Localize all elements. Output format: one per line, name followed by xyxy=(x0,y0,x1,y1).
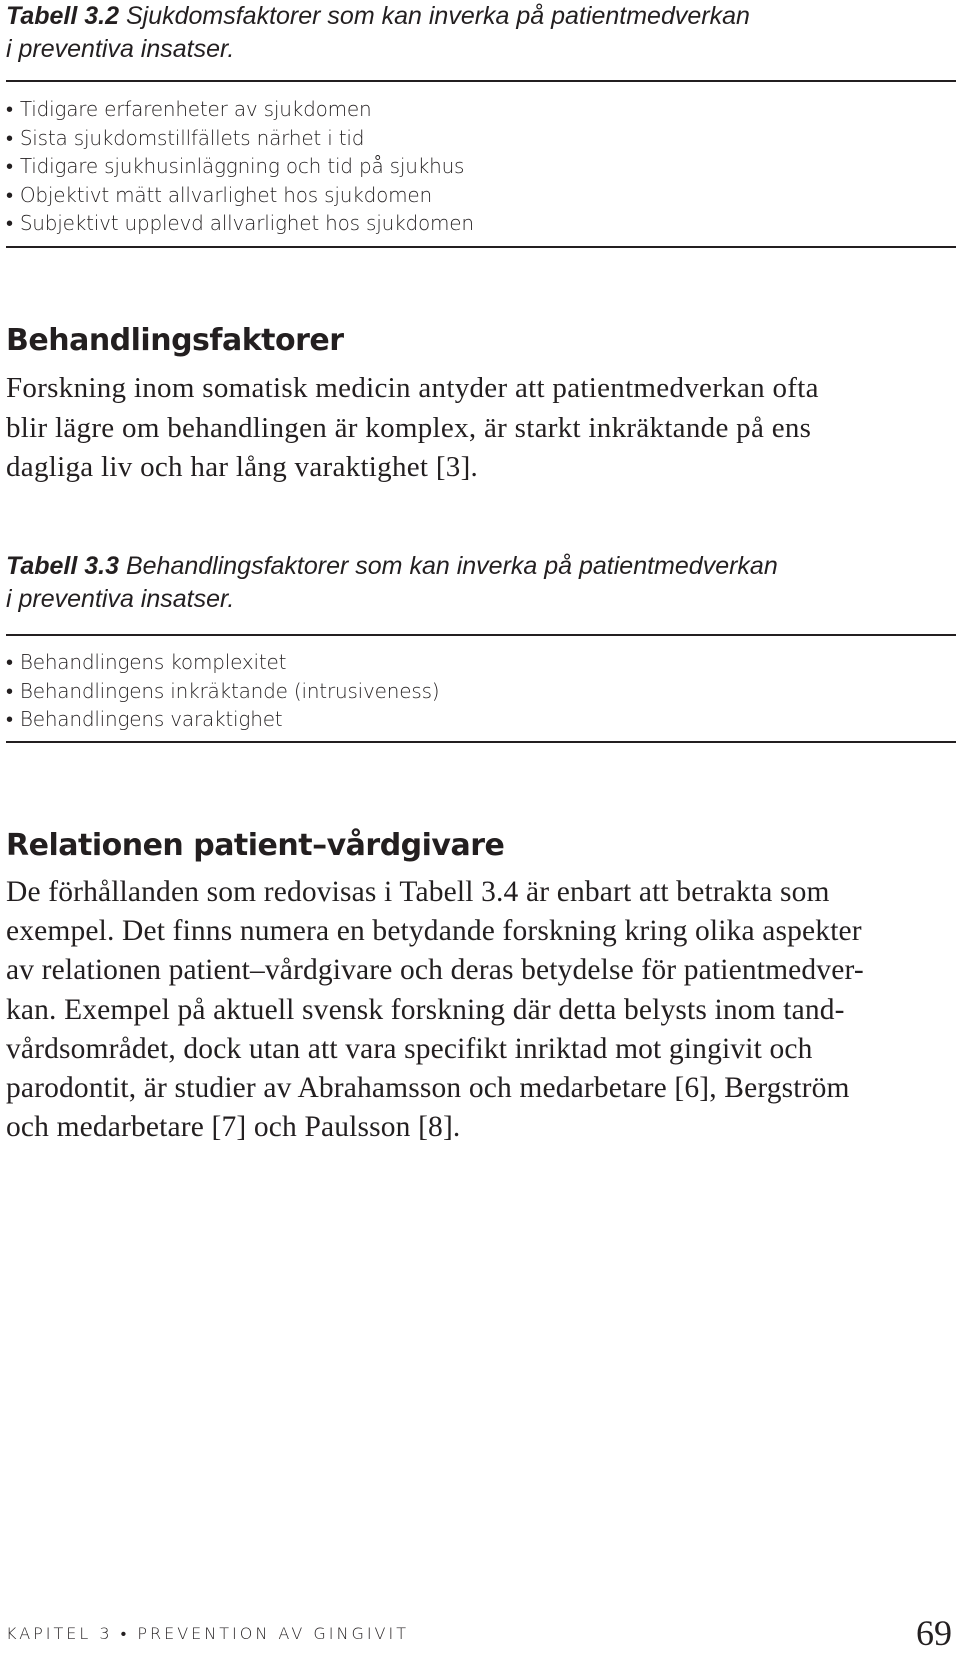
running-head: KAPITEL 3 • PREVENTION AV GINGIVIT xyxy=(6,1624,409,1643)
table-3-3 xyxy=(6,550,956,732)
list-item: • Tidigare erfarenheter av sjukdomen xyxy=(6,95,474,124)
paragraph-line: blir lägre om behandlingen är komplex, är starkt inkräktande på ens xyxy=(6,411,812,444)
table-bottom-rule xyxy=(6,741,956,743)
table-caption-text-line2: i preventiva insatser. xyxy=(6,585,235,613)
paragraph-line: exempel. Det finns numera en betydande forskning kring olika aspekter xyxy=(6,915,862,948)
paragraph-line: av relationen patient–vårdgivare och deras betydelse för patientmedver- xyxy=(6,954,864,987)
section-heading: Behandlingsfaktorer xyxy=(6,323,344,358)
section-heading: Relationen patient–vårdgivare xyxy=(6,828,505,863)
table-bottom-rule xyxy=(6,246,956,248)
table-caption-text-line2: i preventiva insatser. xyxy=(6,35,235,63)
table-caption-text: Sjukdomsfaktorer som kan inverka på patientmedverkan xyxy=(125,2,750,30)
paragraph-line: dagliga liv och har lång varaktighet [3]. xyxy=(6,451,479,483)
body-paragraph xyxy=(6,369,956,488)
table-3-2 xyxy=(6,0,956,236)
list-item: • Sista sjukdomstillfällets närhet i tid xyxy=(6,124,474,153)
table-top-rule xyxy=(6,80,956,82)
list-item: • Behandlingens komplexitet xyxy=(6,648,439,677)
table-top-rule xyxy=(6,634,956,636)
body-paragraph xyxy=(6,873,956,1147)
table-caption xyxy=(6,550,956,616)
paragraph-line: kan. Exempel på aktuell svensk forskning där detta belysts inom tand- xyxy=(6,993,845,1026)
table-list xyxy=(6,648,439,734)
list-item: • Tidigare sjukhusinläggning och tid på sjukhus xyxy=(6,152,474,181)
paragraph-line: vårdsområdet, dock utan att vara specifikt inriktad mot gingivit och xyxy=(6,1032,813,1065)
table-caption xyxy=(6,0,956,66)
list-item: • Objektivt mätt allvarlighet hos sjukdomen xyxy=(6,181,474,210)
list-item: • Behandlingens varaktighet xyxy=(6,705,439,734)
list-item: • Behandlingens inkräktande (intrusiveness) xyxy=(6,677,439,706)
paragraph-line: Forskning inom somatisk medicin antyder att patientmedverkan ofta xyxy=(6,372,819,404)
table-label: Tabell 3.2 xyxy=(6,2,120,30)
paragraph-line: parodontit, är studier av Abrahamsson och medarbetare [6], Bergström xyxy=(6,1072,850,1105)
table-label: Tabell 3.3 xyxy=(6,552,120,580)
table-list xyxy=(6,95,474,238)
page-footer xyxy=(6,1612,956,1652)
paragraph-line: De förhållanden som redovisas i Tabell 3.4 är enbart att betrakta som xyxy=(6,876,830,908)
table-caption-text: Behandlingsfaktorer som kan inverka på patientmedverkan xyxy=(125,552,778,580)
page-number: 69 xyxy=(916,1613,952,1653)
list-item: • Subjektivt upplevd allvarlighet hos sjukdomen xyxy=(6,209,474,238)
paragraph-line: och medarbetare [7] och Paulsson [8]. xyxy=(6,1111,461,1144)
